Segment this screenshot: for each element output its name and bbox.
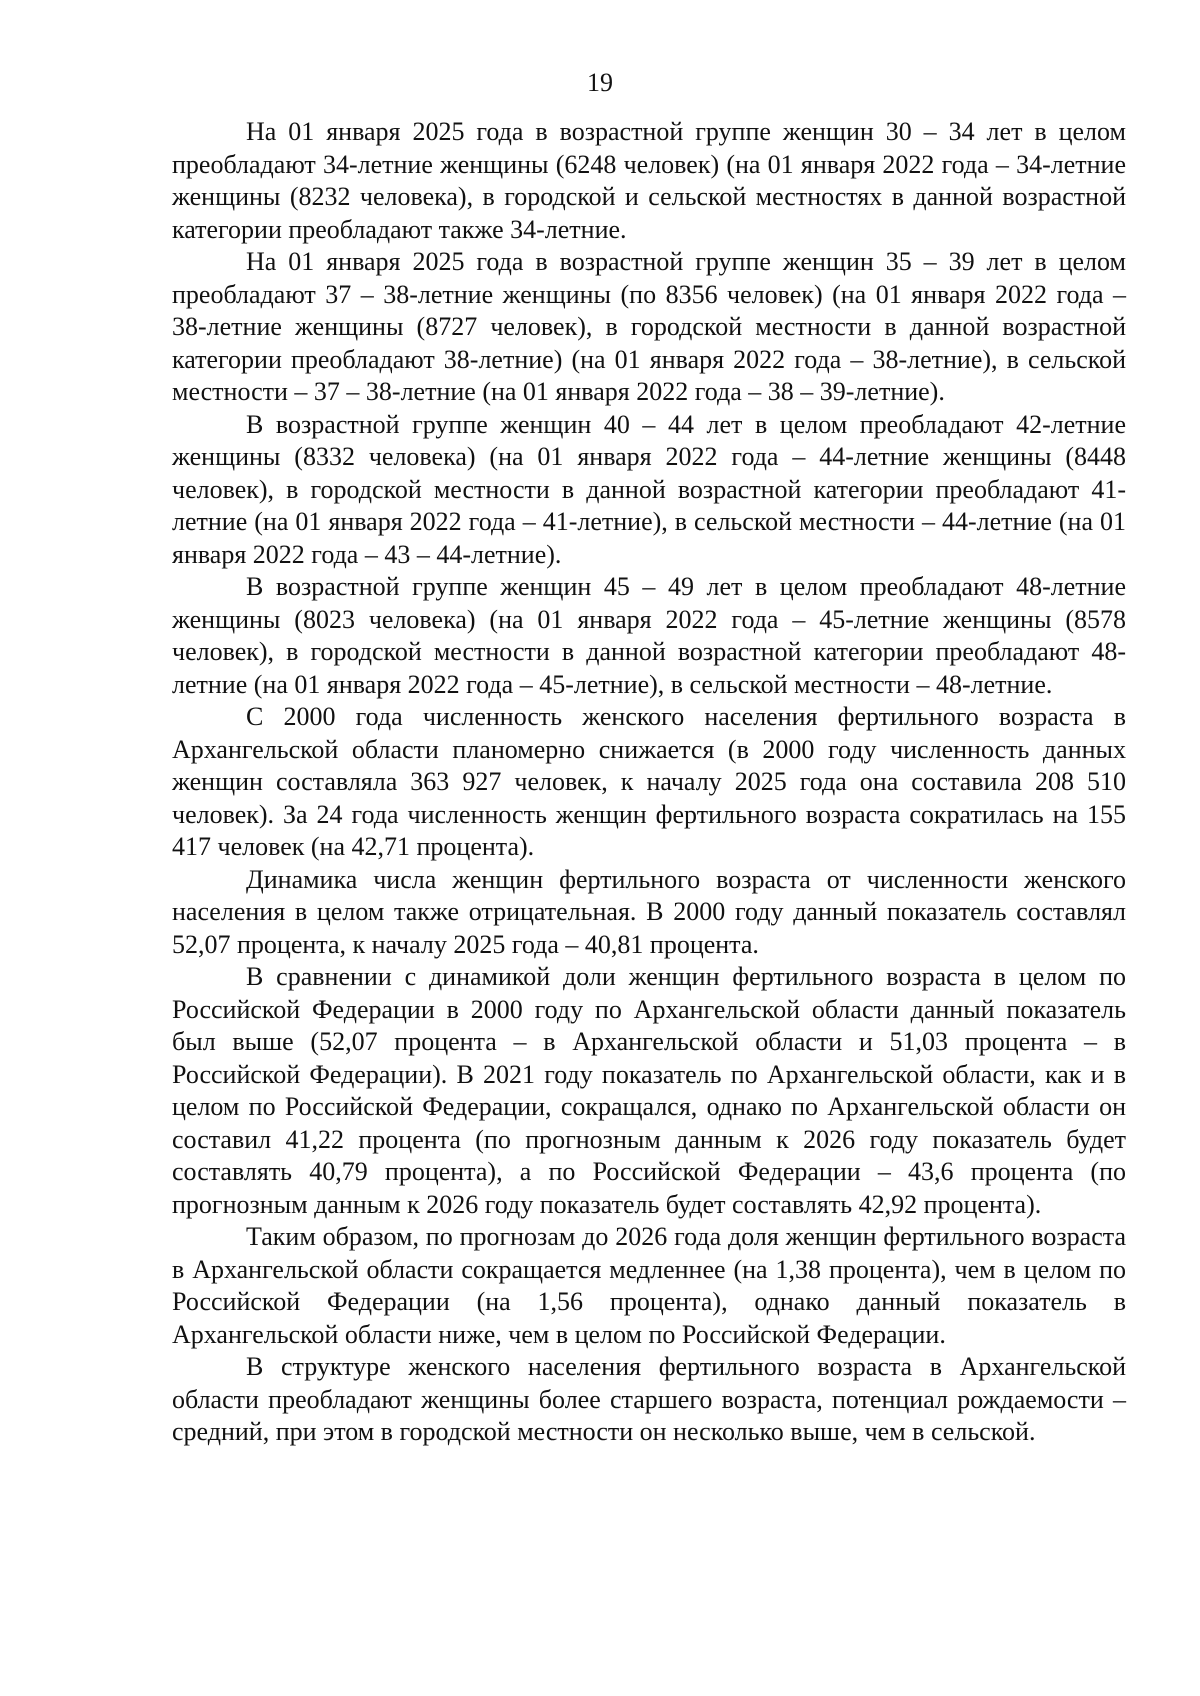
paragraph-share-dynamics: Динамика числа женщин фертильного возраста от численности женского населения в целом также отрицательная. В 2000 году данный показатель составлял 52,07 процента, к началу 2025 года – 40,81 процента. xyxy=(172,864,1126,959)
paragraph-population-decline: С 2000 года численность женского населения фертильного возраста в Архангельской области планомерно снижается (в 2000 году численность данных женщин составляла 363 927 человек, к началу 2025 года она составила 208 510 человек). За 24 года численность женщин фертильного возраста сократилась на 155 417 человек (на 42,71 процента). xyxy=(172,702,1126,861)
paragraph-age-35-39: На 01 января 2025 года в возрастной группе женщин 35 – 39 лет в целом преобладают 37 – 38-летние женщины (по 8356 человек) (на 01 января 2022 года – 38-летние женщины (8727 человек), в городской местности в данной возрастной категории преобладают 38-летние) (на 01 января 2022 года – 38-летние), в сельской местности – 37 – 38-летние (на 01 января 2022 года – 38 – 39-летние). xyxy=(172,247,1126,406)
paragraph-population-structure: В структуре женского населения фертильного возраста в Архангельской области преобладают женщины более старшего возраста, потенциал рождаемости – средний, при этом в городской местности он несколько выше, чем в сельской. xyxy=(172,1352,1126,1446)
paragraph-age-40-44: В возрастной группе женщин 40 – 44 лет в целом преобладают 42-летние женщины (8332 человека) (на 01 января 2022 года – 44-летние женщины (8448 человек), в городской местности в данной возрастной категории преобладают 41-летние (на 01 января 2022 года – 41-летние), в сельской местности – 44-летние (на 01 января 2022 года – 43 – 44-летние). xyxy=(172,409,1126,569)
paragraph-forecast-conclusion: Таким образом, по прогнозам до 2026 года доля женщин фертильного возраста в Архангельской области сокращается медленнее (на 1,38 процента), чем в целом по Российской Федерации (на 1,56 процента), однако данный показатель в Архангельской области ниже, чем в целом по Российской Федерации. xyxy=(172,1222,1126,1349)
paragraph-age-30-34: На 01 января 2025 года в возрастной группе женщин 30 – 34 лет в целом преобладают 34-летние женщины (6248 человек) (на 01 января 2022 года – 34-летние женщины (8232 человека), в городской и сельской местностях в данной возрастной категории преобладают также 34-летние. xyxy=(172,117,1126,244)
paragraph-russia-comparison: В сравнении с динамикой доли женщин фертильного возраста в целом по Российской Федерации в 2000 году по Архангельской области данный показатель был выше (52,07 процента – в Архангельской области и 51,03 процента – в Российской Федерации). В 2021 году показатель по Архангельской области, как и в целом по Российской Федерации, сокращался, однако по Архангельской области он составил 41,22 процента (по прогнозным данным к 2026 году показатель будет составлять 40,79 процента), а по Российской Федерации – 43,6 процента (по прогнозным данным к 2026 году показатель будет составлять 42,92 процента). xyxy=(172,962,1126,1219)
paragraph-age-45-49: В возрастной группе женщин 45 – 49 лет в целом преобладают 48-летние женщины (8023 человека) (на 01 января 2022 года – 45-летние женщины (8578 человек), в городской местности в данной возрастной категории преобладают 48-летние (на 01 января 2022 года – 45-летние), в сельской местности – 48-летние. xyxy=(172,572,1126,699)
document-body xyxy=(172,116,1126,1449)
page-number: 19 xyxy=(587,68,613,97)
